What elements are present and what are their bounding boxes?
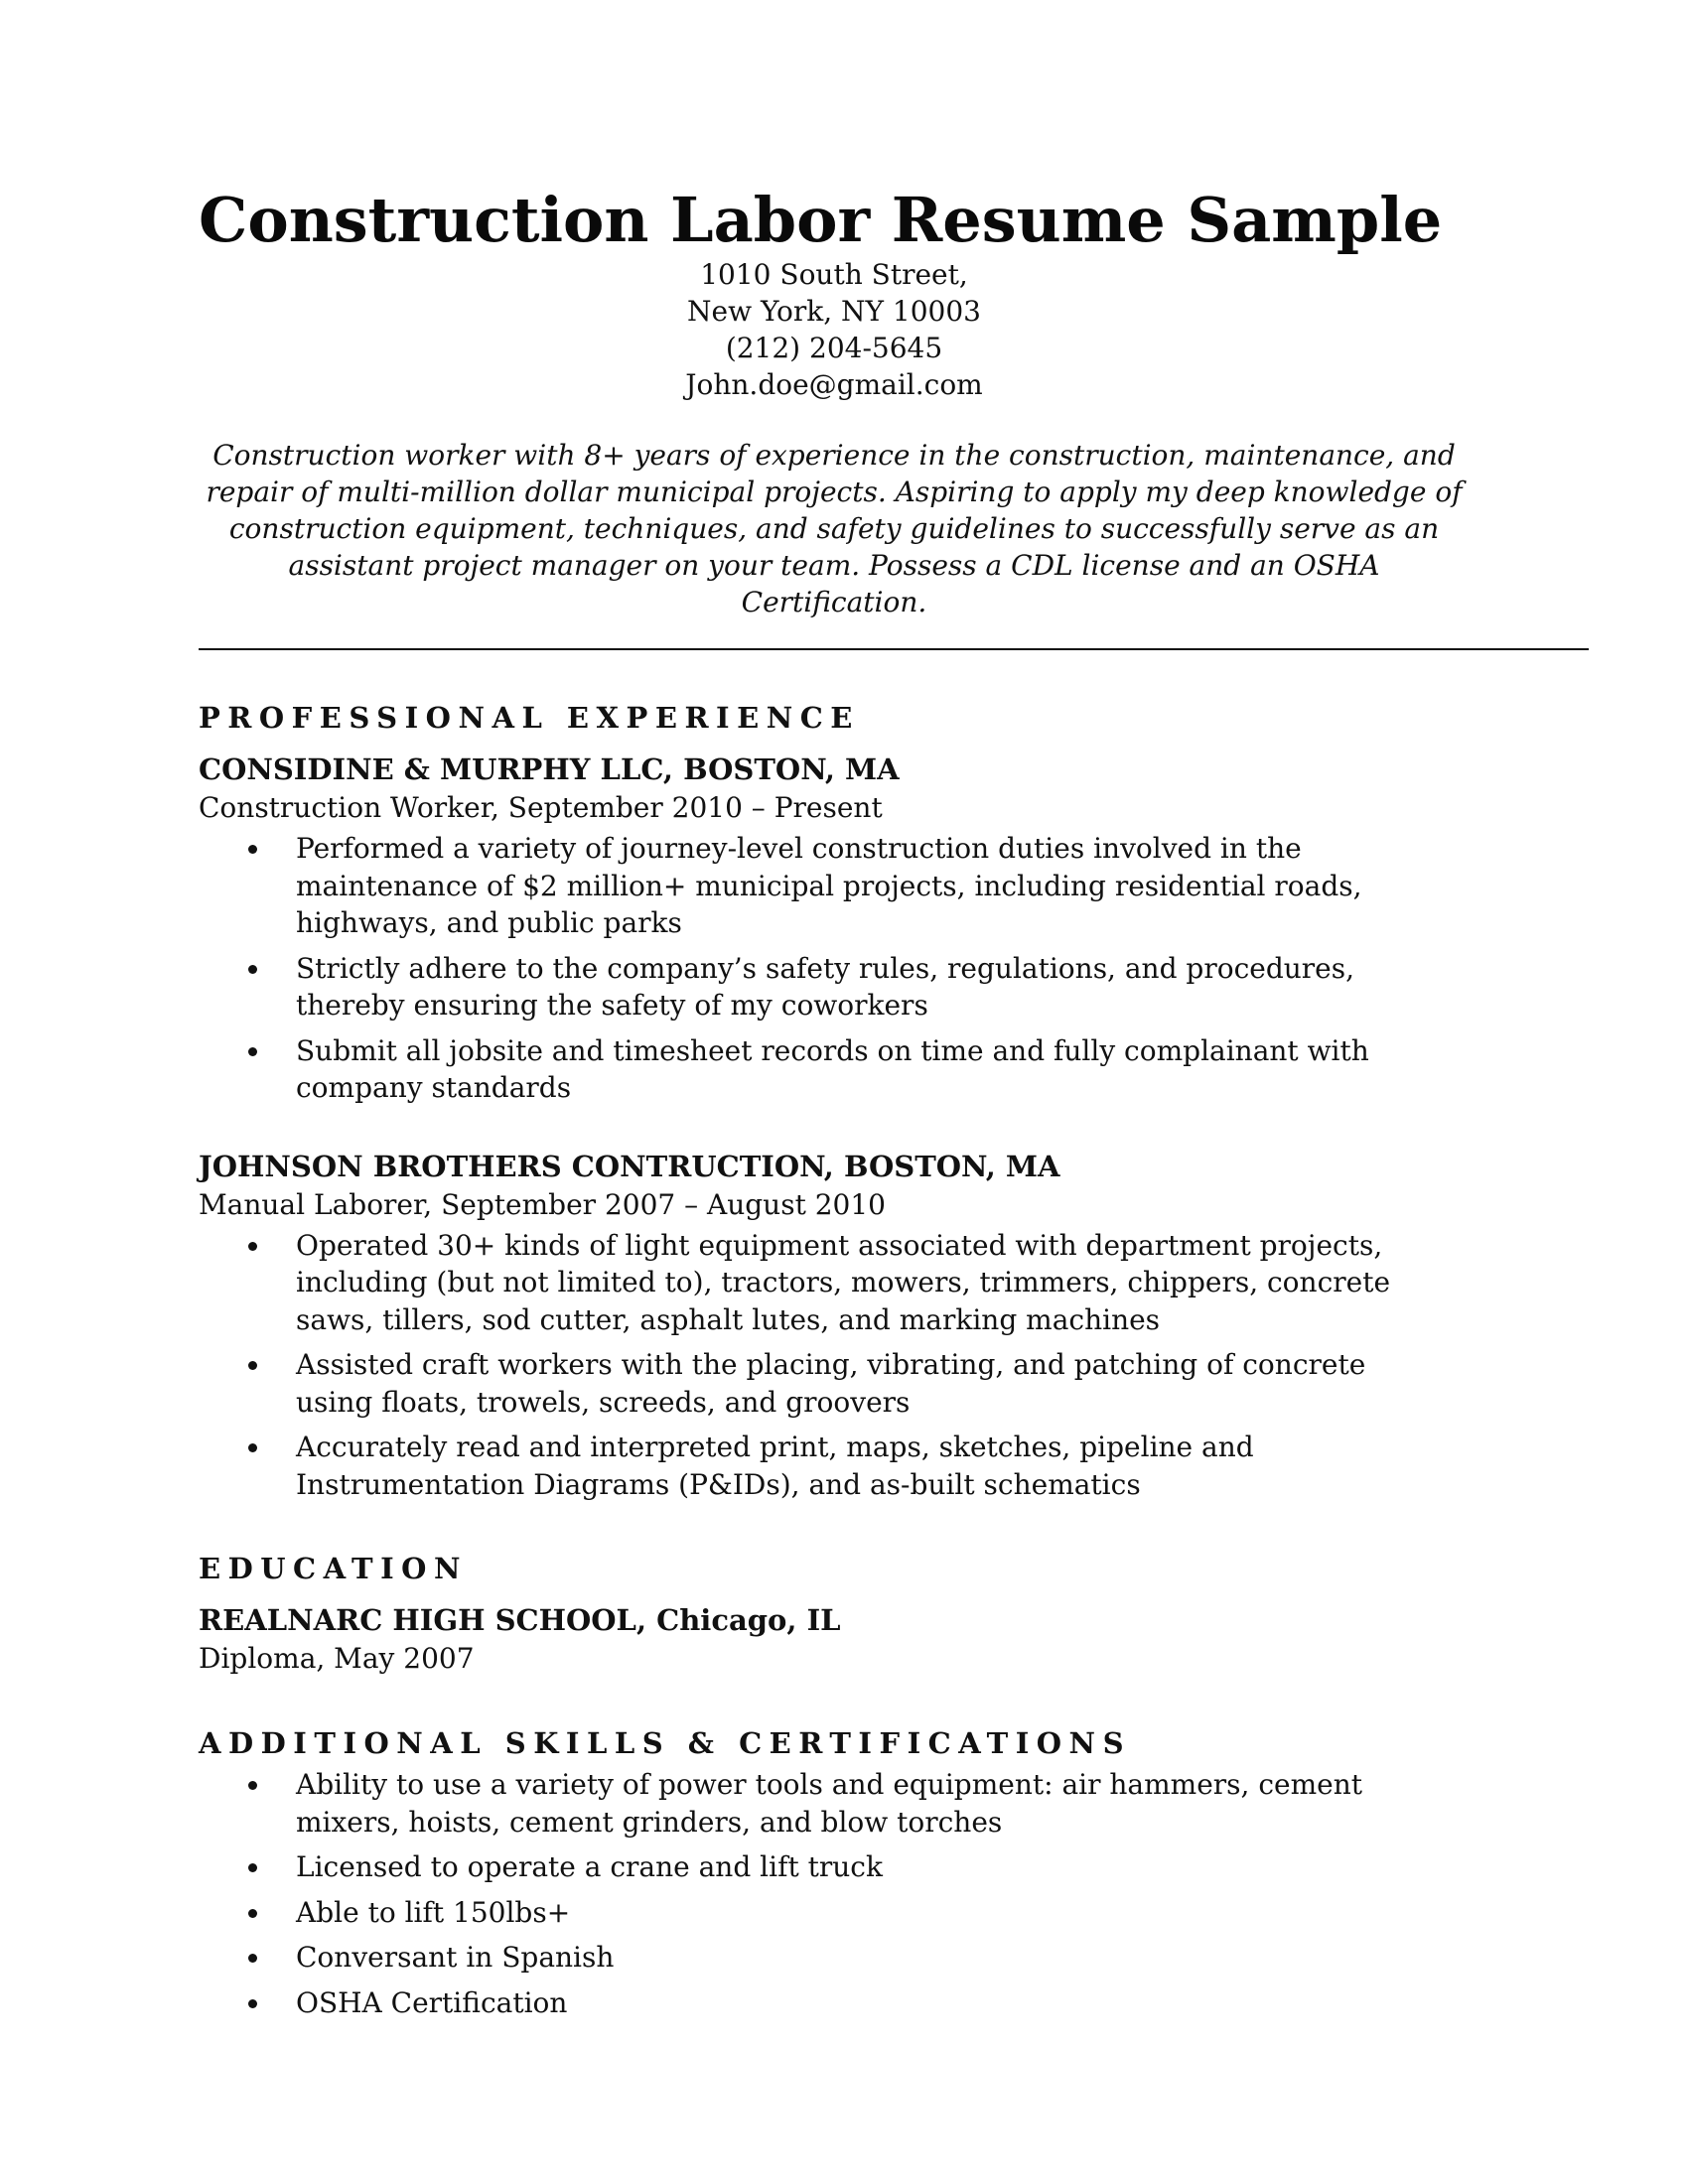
bullet-icon	[248, 1863, 257, 1872]
professional-summary: Construction worker with 8+ years of experience in the construction, maintenance, and repair of multi-million dollar municipal projects. Aspiring to apply my deep knowledge of construction equipment, techniques, and safety guidelines to successfully serve as an assistant project manager on your team. Possess a CDL license and an OSHA Certification.	[206, 439, 1463, 618]
bullet-text: Submit all jobsite and timesheet records on time and fully complainant with company standards	[296, 1033, 1369, 1104]
education-heading: EDUCATION	[199, 1552, 468, 1585]
skill-text: Able to lift 150lbs+	[296, 1895, 571, 1929]
contact-block	[199, 256, 1470, 403]
bullet-text: Accurately read and interpreted print, maps, sketches, pipeline and Instrumentation Diagrams (P&IDs), and as-built schematics	[296, 1431, 1254, 1501]
list-item	[296, 1032, 1448, 1107]
list-item	[296, 1227, 1448, 1339]
bullet-icon	[248, 1047, 257, 1056]
header-divider	[199, 648, 1589, 650]
phone-number: (212) 204-5645	[725, 332, 943, 364]
job-company: JOHNSON BROTHERS CONTRUCTION, BOSTON, MA	[199, 1149, 1060, 1183]
list-item	[296, 1346, 1448, 1421]
bullet-icon	[248, 1361, 257, 1370]
list-item	[296, 1894, 1448, 1932]
list-item	[296, 1766, 1448, 1841]
job-entry	[199, 750, 1589, 1107]
experience-heading: PROFESSIONAL EXPERIENCE	[199, 701, 860, 735]
bullet-icon	[248, 1909, 257, 1918]
job-company: CONSIDINE & MURPHY LLC, BOSTON, MA	[199, 752, 900, 786]
job-bullets	[199, 1227, 1589, 1504]
resume-page	[199, 179, 1589, 2021]
job-entry	[199, 1147, 1589, 1504]
degree: Diploma, May 2007	[199, 1642, 475, 1675]
address-line-2: New York, NY 10003	[687, 295, 981, 328]
bullet-icon	[248, 1443, 257, 1452]
list-item	[296, 950, 1448, 1024]
list-item	[296, 830, 1448, 942]
skill-text: Licensed to operate a crane and lift truck	[296, 1850, 883, 1883]
skill-text: Ability to use a variety of power tools and equipment: air hammers, cement mixers, hoists, cement grinders, and blow torches	[296, 1768, 1363, 1839]
bullet-icon	[248, 845, 257, 854]
bullet-text: Assisted craft workers with the placing, vibrating, and patching of concrete using floats, trowels, screeds, and groovers	[296, 1348, 1366, 1419]
bullet-text: Operated 30+ kinds of light equipment associated with department projects, including (but not limited to), tractors, mowers, trimmers, chippers, concrete saws, tillers, sod cutter, asphalt lutes, and marking machines	[296, 1228, 1391, 1336]
list-item	[296, 1429, 1448, 1503]
address-line-1: 1010 South Street,	[700, 258, 968, 291]
bullet-text: Strictly adhere to the company’s safety rules, regulations, and procedures, thereby ensuring the safety of my coworkers	[296, 951, 1355, 1022]
school-name: REALNARC HIGH SCHOOL, Chicago, IL	[199, 1603, 841, 1637]
skill-text: OSHA Certification	[296, 1985, 568, 2019]
job-role: Construction Worker, September 2010 – Present	[199, 791, 883, 824]
bullet-icon	[248, 1781, 257, 1790]
email-address: John.doe@gmail.com	[685, 368, 983, 401]
list-item	[296, 1848, 1448, 1886]
bullet-icon	[248, 1954, 257, 1963]
bullet-text: Performed a variety of journey-level construction duties involved in the maintenance of $2 million+ municipal projects, including residential roads, highways, and public parks	[296, 832, 1362, 939]
skills-heading: ADDITIONAL SKILLS & CERTIFICATIONS	[199, 1726, 1132, 1760]
skills-list	[199, 1766, 1589, 2021]
list-item	[296, 1939, 1448, 1977]
bullet-icon	[248, 1999, 257, 2008]
job-bullets	[199, 830, 1589, 1107]
page-title: Construction Labor Resume Sample	[199, 184, 1443, 256]
bullet-icon	[248, 965, 257, 974]
skill-text: Conversant in Spanish	[296, 1941, 615, 1974]
list-item	[296, 1984, 1448, 2022]
job-role: Manual Laborer, September 2007 – August 2010	[199, 1187, 886, 1221]
bullet-icon	[248, 1242, 257, 1251]
